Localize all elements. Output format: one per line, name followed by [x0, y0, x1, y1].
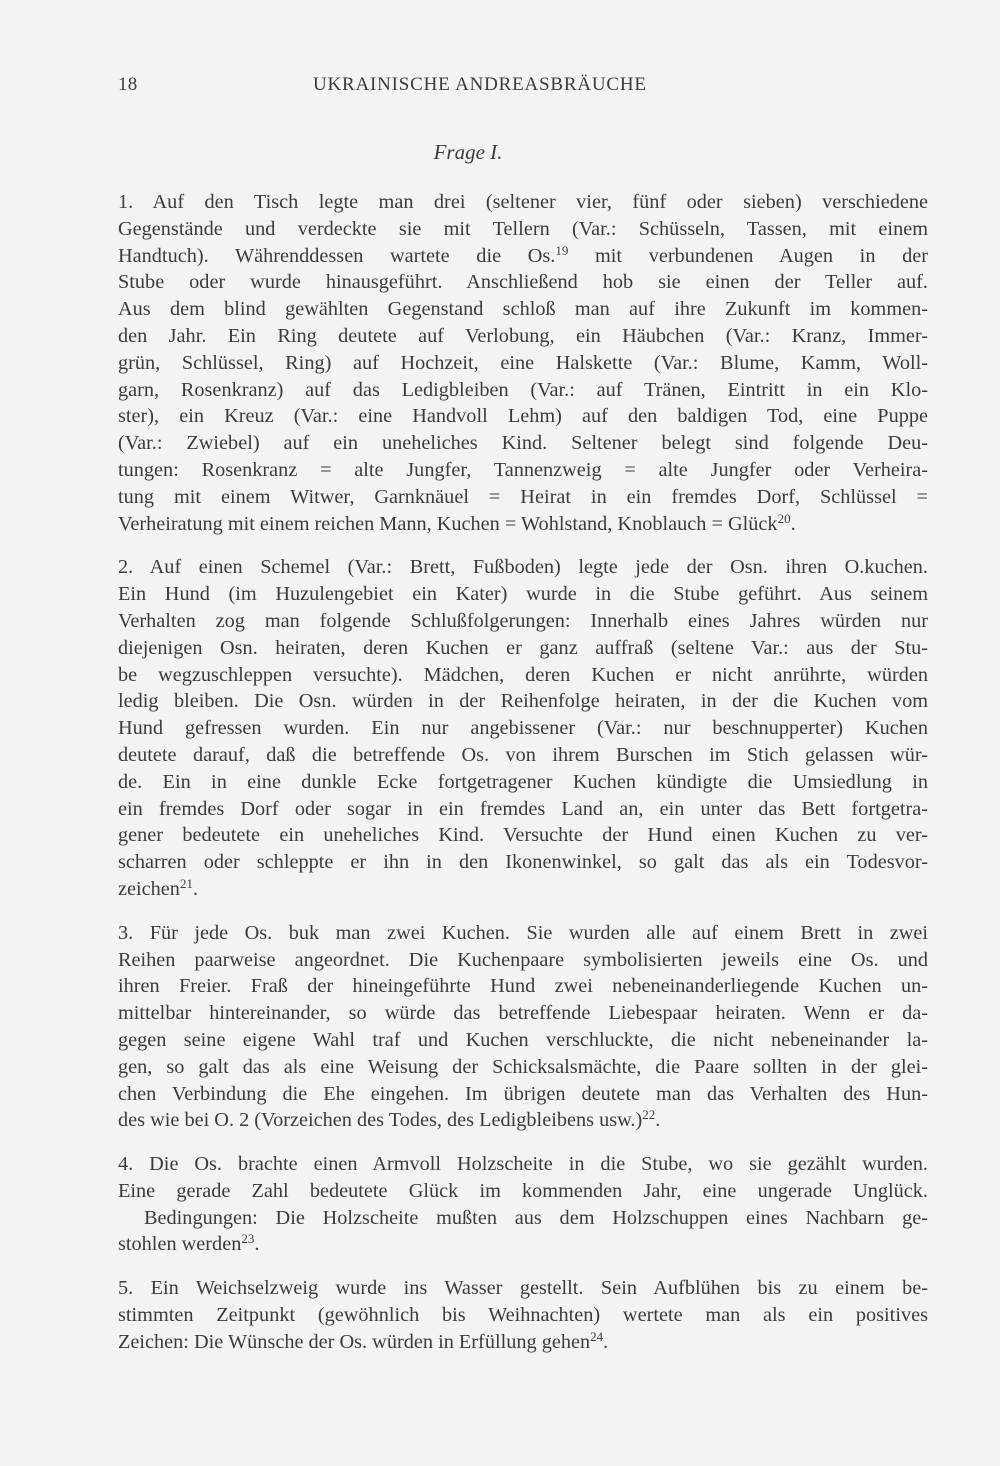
text-line: [118, 511, 928, 538]
text-line: [118, 1107, 928, 1134]
line-text: diejenigen Osn. heiraten, deren Kuchen er ganz auffraß (seltene Var.: aus der Stu-: [118, 636, 928, 659]
section-title: [0, 140, 1000, 165]
text-line: [118, 1027, 928, 1054]
body-text: [118, 189, 928, 1373]
text-line: [118, 1000, 928, 1027]
line-text: garn, Rosenkranz) auf das Ledigbleiben (Var.: auf Tränen, Eintritt in ein Klo-: [118, 378, 928, 401]
line-text: scharren oder schleppte er ihn in den Ikonenwinkel, so galt das als ein Todesvor-: [118, 851, 928, 874]
text-line: [118, 1081, 928, 1108]
text-line: [118, 484, 928, 511]
footnote-marker: 19: [555, 242, 569, 258]
text-line: [118, 662, 928, 689]
text-line: [118, 769, 928, 796]
line-text: Gegenstände und verdeckte sie mit Tellern (Var.: Schüsseln, Tassen, mit einem: [118, 217, 928, 240]
section-title-text: Frage I.: [433, 140, 503, 164]
line-text: grün, Schlüssel, Ring) auf Hochzeit, eine Halskette (Var.: Blume, Kamm, Woll-: [118, 351, 928, 374]
text-line: [118, 876, 928, 903]
line-tail: .: [192, 877, 199, 900]
text-line: [118, 1231, 928, 1258]
text-line: [118, 403, 928, 430]
text-line: [118, 742, 928, 769]
paragraph-4: [118, 1151, 928, 1258]
line-text: gegen seine eigene Wahl traf und Kuchen verschluckte, die nicht nebeneinander la-: [118, 1028, 928, 1051]
text-line: [118, 608, 928, 635]
paragraph-2: [118, 554, 928, 902]
text-line: [118, 216, 928, 243]
line-text: 4. Die Os. brachte einen Armvoll Holzscheite in die Stube, wo sie gezählt wurden.: [118, 1153, 928, 1176]
paragraph-5: [118, 1275, 928, 1355]
line-text: Zeichen: Die Wünsche der Os. würden in Erfüllung gehen: [118, 1330, 591, 1353]
line-text: gen, so galt das als eine Weisung der Schicksalsmächte, die Paare sollten in der glei-: [118, 1055, 928, 1078]
text-line: [118, 430, 928, 457]
text-line: [118, 715, 928, 742]
line-text: deutete darauf, daß die betreffende Os. von ihrem Burschen im Stich gelassen wür-: [118, 743, 928, 766]
line-text: ein fremdes Dorf oder sogar in ein fremdes Land an, ein unter das Bett fortgetra-: [118, 797, 928, 820]
text-line: [118, 554, 928, 581]
line-text: des wie bei O. 2 (Vorzeichen des Todes, des Ledigbleibens usw.): [118, 1109, 643, 1132]
line-text: Stube oder wurde hinausgeführt. Anschließend hob sie einen der Teller auf.: [118, 271, 928, 294]
line-text: den Jahr. Ein Ring deutete auf Verlobung, ein Häubchen (Var.: Kranz, Immer-: [118, 324, 928, 347]
line-text: ledig bleiben. Die Osn. würden in der Reihenfolge heiraten, in der die Kuchen vom: [118, 690, 928, 713]
line-text: chen Verbindung die Ehe eingehen. Im übrigen deutete man das Verhalten des Hun-: [118, 1082, 928, 1105]
footnote-marker: 21: [179, 875, 193, 891]
paragraph-3: [118, 920, 928, 1134]
text-line: [118, 1329, 928, 1356]
line-text: Aus dem blind gewählten Gegenstand schloß man auf ihre Zukunft im kommen-: [118, 298, 928, 321]
text-line: [118, 457, 928, 484]
line-text: mittelbar hintereinander, so würde das betreffende Liebespaar heiraten. Wenn er da-: [118, 1002, 928, 1025]
text-line: [118, 581, 928, 608]
line-text: Verhalten zog man folgende Schlußfolgerungen: Innerhalb eines Jahres würden nur: [118, 609, 928, 632]
line-text: tungen: Rosenkranz = alte Jungfer, Tannenzweig = alte Jungfer oder Verheira-: [118, 458, 928, 481]
text-line: [118, 796, 928, 823]
line-tail: mit verbundenen Augen in der: [568, 244, 929, 267]
line-text: de. Ein in eine dunkle Ecke fortgetragener Kuchen kündigte die Umsiedlung in: [118, 770, 928, 793]
line-text: stimmten Zeitpunkt (gewöhnlich bis Weihnachten) wertete man als ein positives: [118, 1304, 928, 1327]
text-line: [118, 296, 928, 323]
line-text: Verheiratung mit einem reichen Mann, Kuchen = Wohlstand, Knoblauch = Glück: [118, 512, 778, 535]
text-line: [118, 350, 928, 377]
line-text: Hund gefressen wurden. Ein nur angebissener (Var.: nur beschnupperter) Kuchen: [118, 717, 928, 740]
text-line: [118, 849, 928, 876]
text-line: [118, 269, 928, 296]
line-text: Eine gerade Zahl bedeutete Glück im kommenden Jahr, eine ungerade Unglück.: [118, 1179, 928, 1202]
line-text: Reihen paarweise angeordnet. Die Kuchenpaare symbolisierten jeweils eine Os. und: [118, 948, 928, 971]
line-text: 1. Auf den Tisch legte man drei (seltener vier, fünf oder sieben) verschiedene: [118, 191, 928, 213]
line-text: tung mit einem Witwer, Garnknäuel = Heirat in ein fremdes Dorf, Schlüssel =: [118, 485, 928, 508]
text-line: [118, 973, 928, 1000]
running-title: UKRAINISCHE ANDREASBRÄUCHE: [313, 74, 647, 95]
page-number: 18: [118, 74, 138, 95]
text-line: [118, 1178, 928, 1205]
line-tail: .: [254, 1233, 260, 1256]
line-text: Handtuch). Währenddessen wartete die Os.: [118, 244, 556, 267]
line-text: 3. Für jede Os. buk man zwei Kuchen. Sie wurden alle auf einem Brett in zwei: [118, 921, 928, 944]
paragraph-1: [118, 189, 928, 537]
footnote-marker: 20: [777, 510, 791, 526]
line-text: gener bedeutete ein uneheliches Kind. Versuchte der Hund einen Kuchen zu ver-: [118, 824, 928, 847]
line-text: Ein Hund (im Huzulengebiet ein Kater) wurde in die Stube geführt. Aus seinem: [118, 583, 928, 606]
line-text: be wegzuschleppen versuchte). Mädchen, deren Kuchen er nicht anrührte, würden: [118, 663, 928, 686]
line-text: ster), ein Kreuz (Var.: eine Handvoll Lehm) auf den baldigen Tod, eine Puppe: [118, 405, 928, 428]
text-line: [118, 1275, 928, 1302]
line-text: ihren Freier. Fraß der hineingeführte Hund zwei nebeneinanderliegende Kuchen un-: [118, 975, 928, 998]
line-text: 2. Auf einen Schemel (Var.: Brett, Fußboden) legte jede der Osn. ihren O.kuchen.: [118, 556, 928, 579]
text-line: [118, 947, 928, 974]
footnote-marker: 22: [642, 1107, 656, 1123]
text-line: [118, 1151, 928, 1178]
text-line: [118, 920, 928, 947]
line-text: (Var.: Zwiebel) auf ein uneheliches Kind. Seltener belegt sind folgende Deu-: [118, 432, 928, 455]
text-line: [118, 1302, 928, 1329]
text-line: [118, 189, 928, 216]
text-line: [118, 243, 928, 270]
text-line: [118, 822, 928, 849]
line-text: Bedingungen: Die Holzscheite mußten aus dem Holzschuppen eines Nachbarn ge-: [144, 1206, 928, 1229]
line-tail: .: [603, 1330, 609, 1353]
text-line: [118, 323, 928, 350]
line-tail: .: [655, 1109, 661, 1132]
line-text: zeichen: [118, 877, 180, 900]
text-line: [118, 1205, 928, 1232]
footnote-marker: 23: [241, 1231, 255, 1247]
footnote-marker: 24: [590, 1328, 604, 1344]
line-text: 5. Ein Weichselzweig wurde ins Wasser gestellt. Sein Aufblühen bis zu einem be-: [118, 1277, 928, 1300]
text-line: [118, 688, 928, 715]
line-tail: .: [790, 512, 796, 535]
text-line: [118, 1054, 928, 1081]
line-text: stohlen werden: [118, 1233, 242, 1256]
running-header: [118, 74, 888, 104]
text-line: [118, 377, 928, 404]
text-line: [118, 635, 928, 662]
